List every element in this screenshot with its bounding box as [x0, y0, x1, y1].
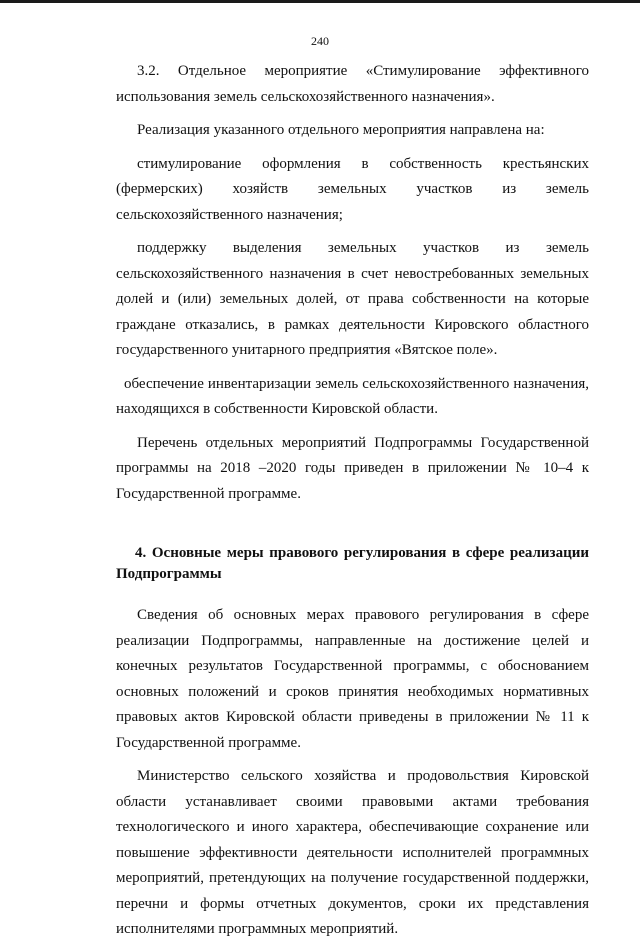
- paragraph-subsection-3-2: 3.2. Отдельное мероприятие «Стимулирование эффективного использования земель сельскохозяйственного назначения».: [116, 63, 589, 105]
- scan-top-border: [0, 0, 640, 3]
- paragraph-list-item-3: обеспечение инвентаризации земель сельскохозяйственного назначения, находящихся в собственности Кировской области.: [116, 375, 589, 417]
- paragraph-ministry-requirements: Министерство сельского хозяйства и продовольствия Кировской области устанавливает своими правовыми актами требования технологического и иного характера, обеспечивающие сохранение или повышение эффективности деятельности исполнителей программных мероприятий, претендующих на получение государственной поддержки, перечни и формы отчетных документов, сроки их представления исполнителями программных мероприятий.: [116, 768, 589, 937]
- page-number: 240: [311, 34, 329, 48]
- document-body: [116, 59, 589, 943]
- paragraph-regulation-info: Сведения об основных мерах правового регулирования в сфере реализации Подпрограммы, направленные на достижение целей и конечных результатов Государственной программы, с обоснованием основных положений и сроков принятия необходимых нормативных правовых актов Кировской области приведены в приложении № 11 к Государственной программе.: [116, 607, 589, 751]
- section-heading-4: 4. Основные меры правового регулирования в сфере реализации Подпрограммы: [116, 545, 589, 582]
- paragraph-list-item-1: стимулирование оформления в собственность крестьянских (фермерских) хозяйств земельных участков из земель сельскохозяйственного назначения;: [116, 155, 589, 223]
- paragraph-activities-list: Перечень отдельных мероприятий Подпрограммы Государственной программы на 2018 –2020 годы приведен в приложении № 10–4 к Государственной программе.: [116, 434, 589, 502]
- paragraph-list-item-2: поддержку выделения земельных участков из земель сельскохозяйственного назначения в счет невостребованных земельных долей и (или) земельных долей, от права собственности на которые граждане отказались, в рамках деятельности Кировского областного государственного унитарного предприятия «Вятское поле».: [116, 240, 589, 358]
- paragraph-purpose-intro: Реализация указанного отдельного мероприятия направлена на:: [137, 122, 545, 138]
